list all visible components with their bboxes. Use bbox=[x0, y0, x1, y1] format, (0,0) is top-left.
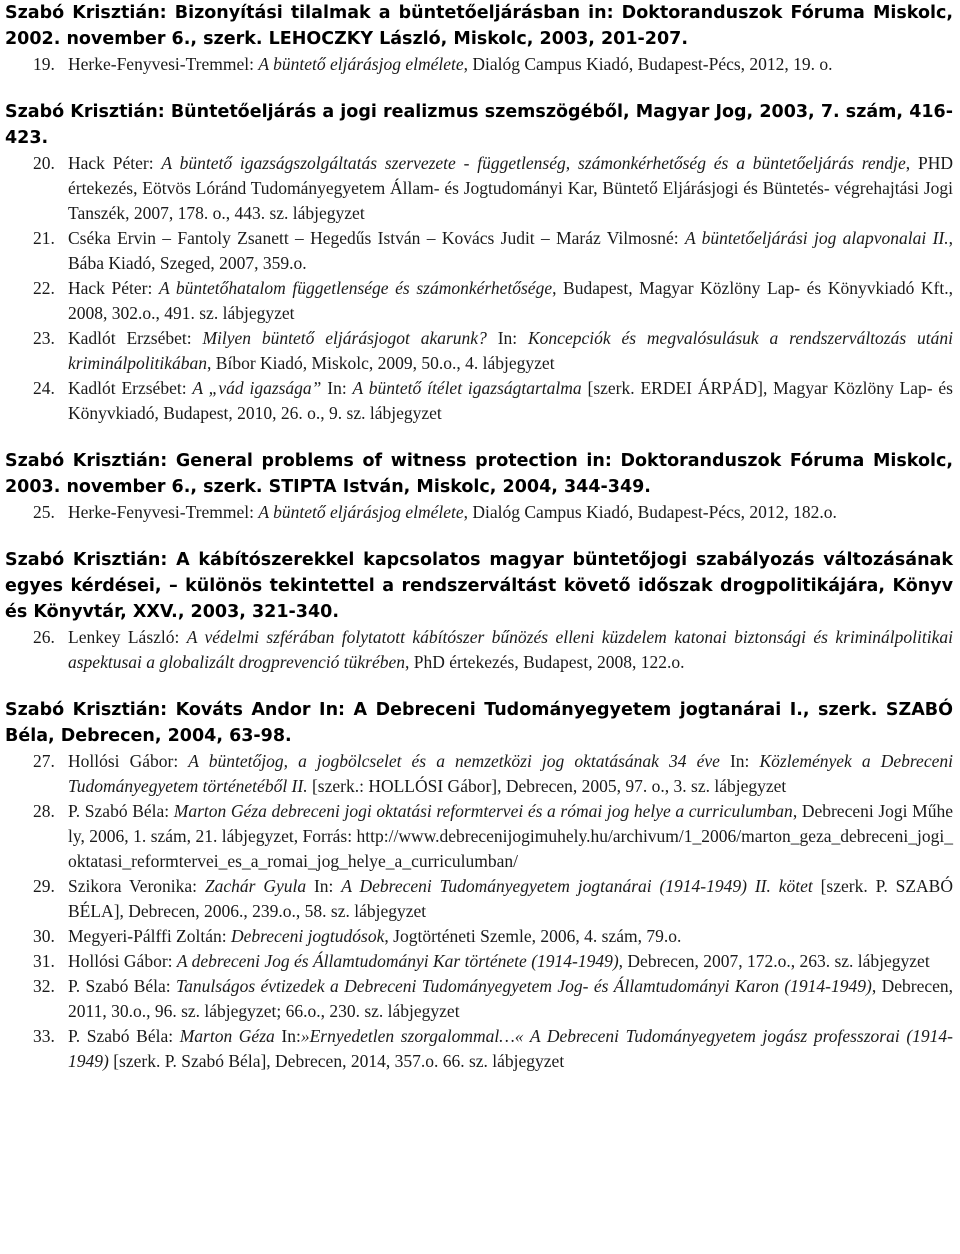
footnote-number: 29. bbox=[33, 876, 55, 896]
footnote-text: Lenkey László: A védelmi szférában folytatott kábítószer bűnözés elleni küzdelem katonai biztonsági és kriminálpolitikai aspektusai a globalizált drogprevenció tükrében, PhD értekezés, Budapest, 2008, 122.o. bbox=[68, 627, 954, 672]
section-heading: Szabó Krisztián: General problems of witness protection in: Doktoranduszok Fóruma Miskolc, 2003. november 6., szerk. STIPTA István, Miskolc, 2004, 344-349. bbox=[5, 451, 953, 497]
footnote-number: 21. bbox=[33, 228, 55, 248]
bibliography-section bbox=[5, 697, 953, 1074]
footnote-number: 22. bbox=[33, 278, 55, 298]
bibliography-section bbox=[5, 547, 953, 675]
footnote-text: Herke-Fenyvesi-Tremmel: A büntető eljárásjog elmélete, Dialóg Campus Kiadó, Budapest-Pécs, 2012, 19. o. bbox=[68, 54, 833, 74]
footnote-text: Hollósi Gábor: A debreceni Jog és Államtudományi Kar története (1914-1949), Debrecen, 2007, 172.o., 263. sz. lábjegyzet bbox=[68, 951, 930, 971]
footnote-text: Szikora Veronika: Zachár Gyula In: A Debreceni Tudományegyetem jogtanárai (1914-1949) II. kötet [szerk. P. SZABÓ BÉLA], Debrecen, 2006., 239.o., 58. sz. lábjegyzet bbox=[68, 876, 953, 921]
footnote-entry bbox=[5, 625, 953, 675]
bibliography-section bbox=[5, 0, 953, 77]
footnote-number: 24. bbox=[33, 378, 55, 398]
footnote-entry bbox=[5, 799, 953, 874]
footnote-text: Herke-Fenyvesi-Tremmel: A büntető eljárásjog elmélete, Dialóg Campus Kiadó, Budapest-Pécs, 2012, 182.o. bbox=[68, 502, 837, 522]
footnote-text: P. Szabó Béla: Tanulságos évtizedek a Debreceni Tudományegyetem Jog- és Államtudományi Karon (1914-1949), Debrecen, 2011, 30.o., 96. sz. lábjegyzet; 66.o., 230. sz. lábjegyzet bbox=[68, 976, 953, 1021]
bibliography-section bbox=[5, 448, 953, 525]
footnote-entry bbox=[5, 874, 953, 924]
footnote-number: 30. bbox=[33, 926, 55, 946]
footnote-number: 32. bbox=[33, 976, 55, 996]
footnote-text: Hack Péter: A büntetőhatalom függetlensége és számonkérhetősége, Budapest, Magyar Közlöny Lap- és Könyvkiadó Kft., 2008, 302.o., 491. sz. lábjegyzet bbox=[68, 278, 954, 323]
footnote-number: 28. bbox=[33, 801, 55, 821]
footnote-number: 25. bbox=[33, 502, 55, 522]
footnote-text: Kadlót Erzsébet: Milyen büntető eljárásjogot akarunk? In: Koncepciók és megvalósulásuk a rendszerváltozás utáni kriminálpolitikában, Bíbor Kiadó, Miskolc, 2009, 50.o., 4. lábjegyzet bbox=[68, 328, 953, 373]
footnote-text: P. Szabó Béla: Marton Géza debreceni jogi oktatási reformtervei és a római jog helye a curriculumban, Debreceni Jogi Műhely, 2006, 1. szám, 21. lábjegyzet, Forrás: http://www.debrecenijogimuhely.hu/archivum/1_2006/marton_geza_debreceni_jogi_oktatasi_reformtervei_es_a_romai_jog_helye_a_curriculumban/ bbox=[68, 801, 953, 871]
footnote-number: 20. bbox=[33, 153, 55, 173]
footnote-entry bbox=[5, 326, 953, 376]
footnote-number: 31. bbox=[33, 951, 55, 971]
footnote-number: 19. bbox=[33, 54, 55, 74]
footnote-text: Kadlót Erzsébet: A „vád igazsága” In: A büntető ítélet igazságtartalma [szerk. ERDEI ÁRPÁD], Magyar Közlöny Lap- és Könyvkiadó, Budapest, 2010, 26. o., 9. sz. lábjegyzet bbox=[68, 378, 953, 423]
footnote-entry bbox=[5, 924, 953, 949]
footnote-entry bbox=[5, 949, 953, 974]
footnote-text: Hack Péter: A büntető igazságszolgáltatás szervezete - függetlenség, számonkérhetőség és a büntetőeljárás rendje, PHD értekezés, Eötvös Lóránd Tudományegyetem Állam- és Jogtudományi Kar, Büntető Eljárásjogi és Büntetés- végrehajtási Jogi Tanszék, 2007, 178. o., 443. sz. lábjegyzet bbox=[68, 153, 953, 223]
footnote-text: P. Szabó Béla: Marton Géza In:»Ernyedetlen szorgalommal…« A Debreceni Tudományegyetem jogász professzorai (1914-1949) [szerk. P. Szabó Béla], Debrecen, 2014, 357.o. 66. sz. lábjegyzet bbox=[68, 1026, 953, 1071]
footnote-number: 33. bbox=[33, 1026, 55, 1046]
footnote-entry bbox=[5, 52, 953, 77]
footnote-entry bbox=[5, 749, 953, 799]
footnote-number: 23. bbox=[33, 328, 55, 348]
section-heading: Szabó Krisztián: Kováts Andor In: A Debreceni Tudományegyetem jogtanárai I., szerk. SZABÓ Béla, Debrecen, 2004, 63-98. bbox=[5, 700, 953, 746]
footnote-number: 26. bbox=[33, 627, 55, 647]
footnote-entry bbox=[5, 376, 953, 426]
footnote-text: Megyeri-Pálffi Zoltán: Debreceni jogtudósok, Jogtörténeti Szemle, 2006, 4. szám, 79.o. bbox=[68, 926, 682, 946]
section-heading: Szabó Krisztián: Bizonyítási tilalmak a büntetőeljárásban in: Doktoranduszok Fóruma Miskolc, 2002. november 6., szerk. LEHOCZKY László, Miskolc, 2003, 201-207. bbox=[5, 3, 953, 49]
footnote-entry bbox=[5, 500, 953, 525]
section-heading: Szabó Krisztián: Büntetőeljárás a jogi realizmus szemszögéből, Magyar Jog, 2003, 7. szám, 416-423. bbox=[5, 102, 953, 148]
footnote-text: Cséka Ervin – Fantoly Zsanett – Hegedűs István – Kovács Judit – Maráz Vilmosné: A büntetőeljárási jog alapvonalai II., Bába Kiadó, Szeged, 2007, 359.o. bbox=[68, 228, 953, 273]
footnote-number: 27. bbox=[33, 751, 55, 771]
footnote-entry bbox=[5, 276, 953, 326]
section-heading: Szabó Krisztián: A kábítószerekkel kapcsolatos magyar büntetőjogi szabályozás változásának egyes kérdései, – különös tekintettel a rendszerváltást követő időszak drogpolitikájára, Könyv és Könyvtár, XXV., 2003, 321-340. bbox=[5, 550, 953, 622]
bibliography-section bbox=[5, 99, 953, 426]
footnote-text: Hollósi Gábor: A büntetőjog, a jogbölcselet és a nemzetközi jog oktatásának 34 éve In: Közlemények a Debreceni Tudományegyetem történetéből II. [szerk.: HOLLÓSI Gábor], Debrecen, 2005, 97. o., 3. sz. lábjegyzet bbox=[68, 751, 953, 796]
footnote-entry bbox=[5, 226, 953, 276]
footnote-entry bbox=[5, 974, 953, 1024]
footnote-entry bbox=[5, 1024, 953, 1074]
footnote-entry bbox=[5, 151, 953, 226]
